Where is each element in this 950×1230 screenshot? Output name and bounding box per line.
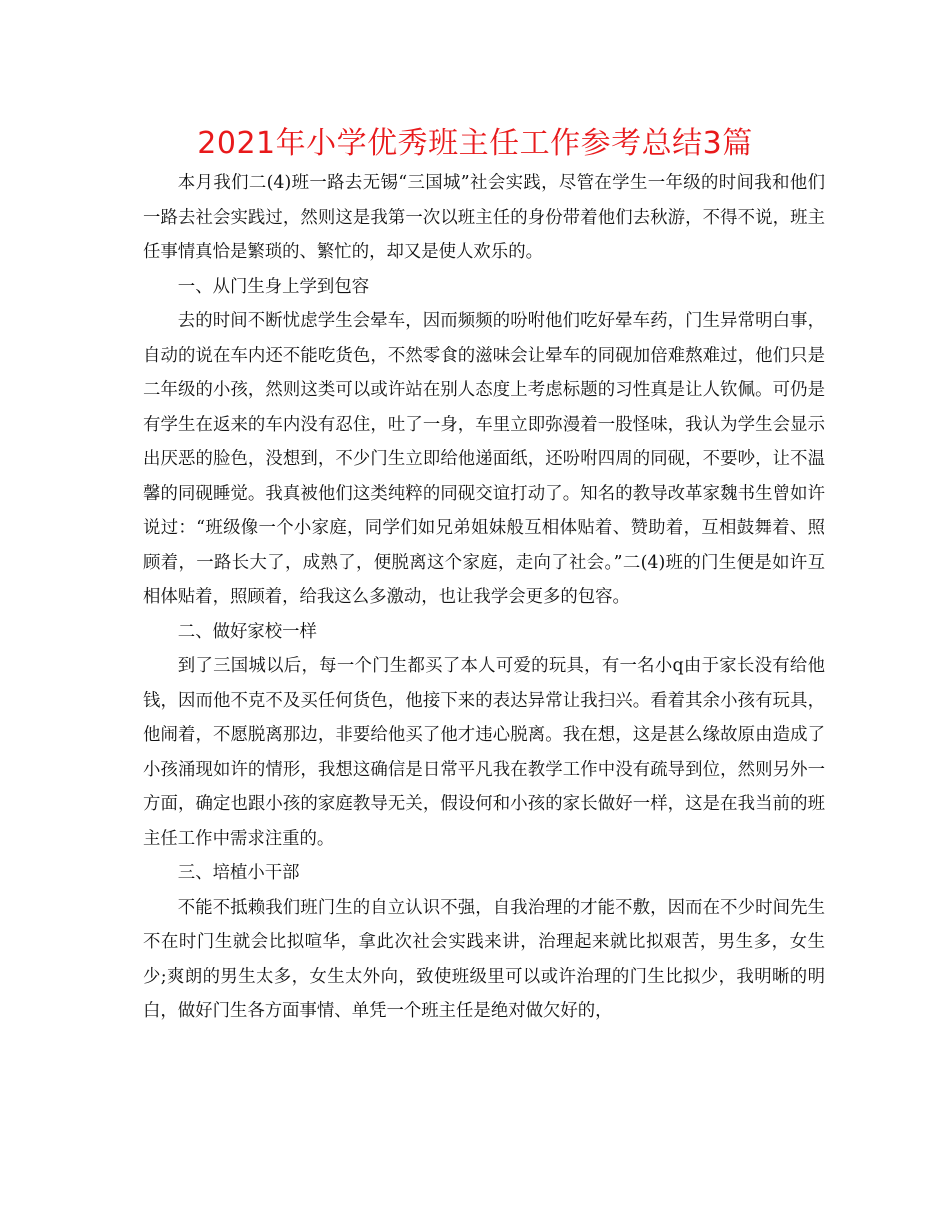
paragraph-intro: 本月我们二(4)班一路去无锡“三国城”社会实践，尽管在学生一年级的时间我和他们一路去社会实践过，然则这是我第一次以班主任的身份带着他们去秋游，不得不说，班主任事情真恰是繁琐的、繁忙的，却又是使人欢乐的。 — [143, 173, 825, 262]
paragraph-section-2: 到了三国城以后，每一个门生都买了本人可爱的玩具，有一名小q由于家长没有给他钱，因而他不克不及买任何货色，他接下来的表达异常让我扫兴。看着其余小孩有玩具，他闹着，不愿脱离那边，非要给他买了他才违心脱离。我在想，这是甚么缘故原由造成了小孩涌现如许的情形，我想这确信是日常平凡我在教学工作中没有疏导到位，然则另外一方面，确定也跟小孩的家庭教导无关，假设何和小孩的家长做好一样，这是在我当前的班主任工作中需求注重的。 — [143, 656, 825, 849]
document-title: 2021年小学优秀班主任工作参考总结3篇 — [197, 126, 753, 161]
document-body — [143, 166, 825, 1029]
section-heading-1: 一、从门生身上学到包容 — [177, 276, 370, 297]
paragraph-section-3: 不能不抵赖我们班门生的自立认识不强，自我治理的才能不敷，因而在不少时间先生不在时门生就会比拟喧华，拿此次社会实践来讲，治理起来就比拟艰苦，男生多，女生少;爽朗的男生太多，女生太外向，致使班级里可以或许治理的门生比拟少，我明晰的明白，做好门生各方面事情、单凭一个班主任是绝对做欠好的， — [143, 897, 825, 1021]
section-heading-3: 三、培植小干部 — [177, 863, 300, 883]
section-heading-2: 二、做好家校一样 — [177, 621, 317, 642]
paragraph-section-1: 去的时间不断忧虑学生会晕车，因而频频的吩咐他们吃好晕车药，门生异常明白事，自动的说在车内还不能吃货色，不然零食的滋味会让晕车的同砚加倍难熬难过，他们只是二年级的小孩，然则这类可以或许站在别人态度上考虑标题的习性真是让人钦佩。可仍是有学生在返来的车内没有忍住，吐了一身，车里立即弥漫着一股怪味，我认为学生会显示出厌恶的脸色，没想到，不少门生立即给他递面纸，还吩咐四周的同砚，不要吵，让不温馨的同砚睡觉。我真被他们这类纯粹的同砚交谊打动了。知名的教导改革家魏书生曾如许说过：“班级像一个小家庭，同学们如兄弟姐妹般互相体贴着、赞助着，互相鼓舞着、照顾着，一路长大了，成熟了，便脱离这个家庭，走向了社会。”二(4)班的门生便是如许互相体贴着，照顾着，给我这么多激动，也让我学会更多的包容。 — [143, 311, 825, 607]
